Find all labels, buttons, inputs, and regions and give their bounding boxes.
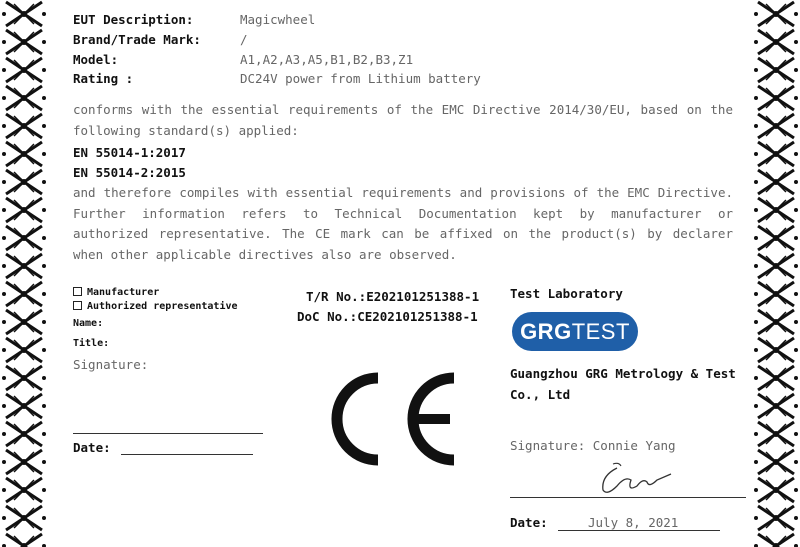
lab-date-label: Date: bbox=[510, 515, 548, 530]
lab-date-value: July 8, 2021 bbox=[588, 515, 679, 530]
model-value: A1,A2,A3,A5,B1,B2,B3,Z1 bbox=[240, 52, 414, 67]
eut-description-value: Magicwheel bbox=[240, 12, 316, 27]
tr-number: T/R No.:E202101251388-1 bbox=[306, 289, 480, 304]
test-laboratory-heading: Test Laboratory bbox=[510, 286, 623, 301]
lab-name-line-2: Co., Ltd bbox=[510, 387, 571, 402]
eut-description-label: EUT Description: bbox=[73, 12, 194, 27]
handwritten-signature bbox=[595, 458, 675, 498]
conformity-statement: conforms with the essential requirements of the EMC Directive 2014/30/EU, based on the following standard(s) applied: bbox=[73, 102, 733, 138]
brand-label: Brand/Trade Mark: bbox=[73, 32, 201, 47]
lab-name-line-1: Guangzhou GRG Metrology & Test bbox=[510, 366, 736, 381]
ce-mark bbox=[318, 370, 460, 468]
rating-value: DC24V power from Lithium battery bbox=[240, 71, 481, 86]
declarer-name-label: Name: bbox=[73, 318, 104, 329]
lab-date-line bbox=[558, 530, 720, 531]
lab-signature-line bbox=[510, 497, 746, 498]
checkbox-icon bbox=[73, 301, 82, 310]
checkbox-icon bbox=[73, 287, 82, 296]
logo-rest: TEST bbox=[571, 319, 630, 344]
brand-value: / bbox=[240, 32, 248, 47]
doc-number: DoC No.:CE202101251388-1 bbox=[297, 309, 478, 324]
standard-2: EN 55014-2:2015 bbox=[73, 165, 186, 180]
manufacturer-option bbox=[73, 286, 159, 299]
date-line bbox=[121, 454, 253, 455]
decorative-border-left bbox=[0, 0, 48, 547]
authorized-label: Authorized representative bbox=[87, 301, 238, 312]
grgtest-logo bbox=[512, 312, 638, 351]
lab-signature-label: Signature: Connie Yang bbox=[510, 438, 676, 453]
declarer-title-label: Title: bbox=[73, 338, 110, 349]
compliance-statement: and therefore compiles with essential requirements and provisions of the EMC Directive. Further information refers to Technical Documentation kept by manufacturer or authorized representative. The CE mark can be affixed on the product(s) by declarer when other applicable directives also are observed. bbox=[73, 185, 733, 262]
logo-bold: GRG bbox=[520, 319, 572, 344]
declarer-signature-label: Signature: bbox=[73, 357, 149, 372]
declarer-date-label: Date: bbox=[73, 440, 111, 455]
standard-1: EN 55014-1:2017 bbox=[73, 145, 186, 160]
manufacturer-label: Manufacturer bbox=[87, 287, 160, 298]
decorative-border-right bbox=[752, 0, 800, 547]
rating-label: Rating : bbox=[73, 71, 134, 86]
model-label: Model: bbox=[73, 52, 119, 67]
signature-line bbox=[73, 433, 263, 434]
authorized-option bbox=[73, 300, 238, 313]
